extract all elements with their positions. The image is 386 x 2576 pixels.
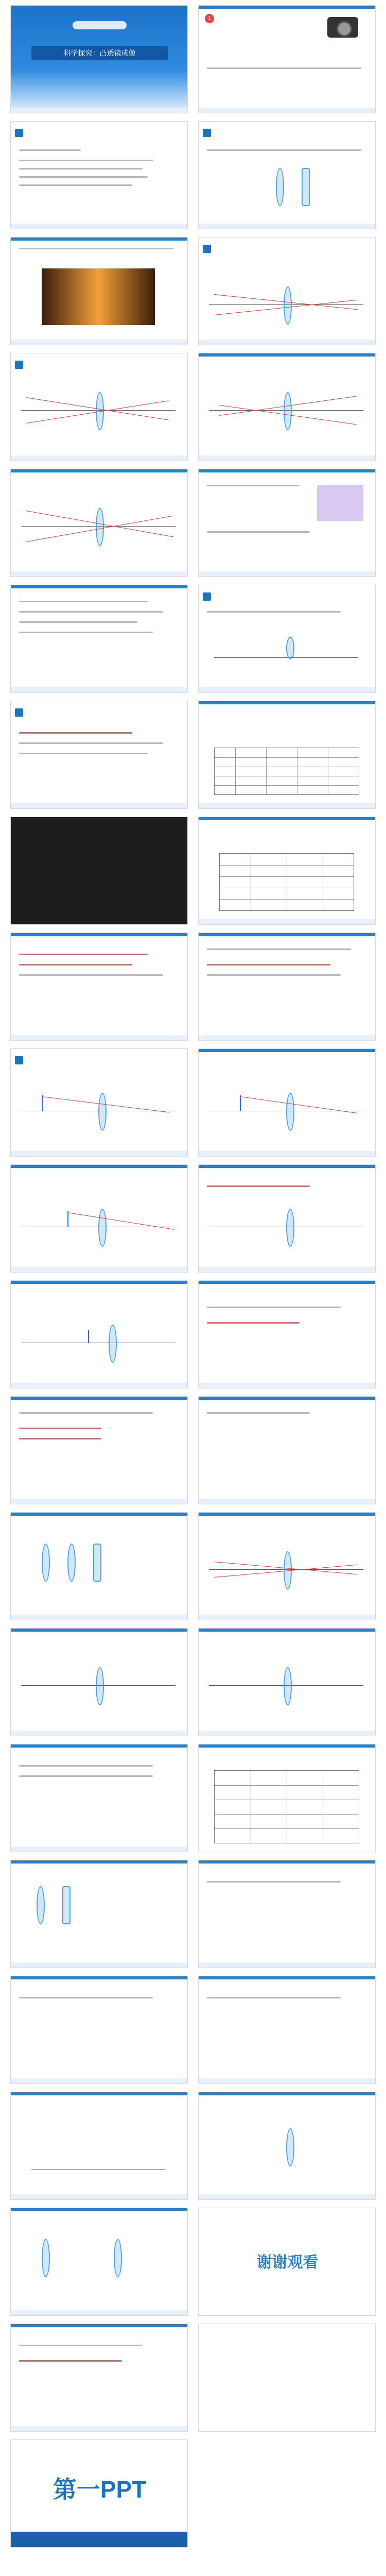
slide-footer [199, 1383, 375, 1388]
section-chip [15, 1056, 23, 1064]
text-line [19, 184, 132, 186]
slide-cover [10, 5, 188, 113]
slide-topbar [199, 1976, 375, 1979]
slide-exercise-2 [198, 1860, 376, 1968]
slide-topbar [199, 1629, 375, 1632]
slide-focus-diagram [198, 237, 376, 345]
slide-convex-rays [10, 469, 188, 577]
section-chip [203, 129, 211, 137]
text-line [19, 149, 81, 151]
text-line [207, 531, 310, 533]
text-line [19, 601, 148, 602]
slide-footer [11, 1151, 187, 1156]
slide-lens-rays-2 [198, 1512, 376, 1620]
slide-topbar [199, 1744, 375, 1748]
object-arrow [42, 1095, 43, 1111]
slide-virtual-image [10, 1280, 188, 1388]
concave-lens-icon [93, 1544, 101, 1582]
section-chip [15, 361, 23, 369]
slide-logo [10, 2439, 188, 2548]
slide-exercise-3 [10, 1976, 188, 2084]
slide-topbar [199, 1513, 375, 1516]
imaging-rules-table [214, 1770, 359, 1843]
slide-topbar [11, 238, 187, 241]
slide-data-table [198, 701, 376, 809]
slide-footer [199, 687, 375, 692]
convex-lens-icon [42, 2239, 50, 2277]
cover-title: 科学探究：凸透镜成像 [31, 46, 168, 60]
optical-bench [214, 657, 358, 658]
slide-topbar [11, 1165, 187, 1168]
slide-topbar [11, 1860, 187, 1863]
slide-footer [199, 340, 375, 345]
highlight-line [19, 1428, 101, 1429]
highlight-line [207, 1322, 300, 1324]
convex-lens-icon [42, 1544, 50, 1582]
highlight-line [19, 732, 132, 734]
slide-footer [199, 2078, 375, 2083]
slide-exercise-7 [10, 2208, 188, 2316]
slide-footer [199, 1035, 375, 1040]
slide-table-results [198, 817, 376, 925]
slide-imaging-summary [10, 1744, 188, 1852]
slide-lens-types [198, 121, 376, 229]
slide-topbar [11, 1629, 187, 1632]
slide-footer [199, 108, 375, 113]
slide-imaging-table [198, 1744, 376, 1852]
experiment-photo [42, 268, 155, 325]
highlight-line [207, 964, 330, 965]
illustration-image [317, 485, 363, 521]
slide-footer [11, 1731, 187, 1736]
results-table [219, 853, 354, 911]
text-line [19, 160, 153, 161]
convex-lens-icon [276, 168, 284, 206]
slide-topbar [11, 933, 187, 936]
slide-topbar [11, 1281, 187, 1284]
convex-lens-icon [37, 1886, 45, 1924]
slide-thanks [198, 2208, 376, 2316]
section-chip [15, 708, 23, 717]
text-line [19, 1775, 153, 1777]
convex-lens-icon [286, 637, 294, 659]
slide-topbar [199, 1397, 375, 1400]
slide-topbar [199, 933, 375, 936]
slide-footer [11, 340, 187, 345]
slide-topbar [199, 353, 375, 357]
text-line [207, 149, 361, 151]
slide-exercise-5 [10, 2092, 188, 2200]
data-table [214, 748, 359, 795]
convex-lens-icon [96, 1667, 104, 1705]
slide-footer [199, 1615, 375, 1620]
slide-footer [11, 1035, 187, 1040]
slide-footer [199, 919, 375, 924]
slide-footer [199, 1499, 375, 1504]
slide-exercise-1 [10, 1860, 188, 1968]
convex-lens-icon [286, 1209, 294, 1247]
text-line [19, 632, 153, 633]
slide-topbar [11, 1513, 187, 1516]
slide-topbar [199, 6, 375, 9]
slide-lens-summary [10, 585, 188, 693]
slide-summary-2 [10, 1396, 188, 1504]
slide-conclusion [198, 933, 376, 1041]
section-chip [203, 592, 211, 601]
text-line [19, 1412, 153, 1414]
slide-footer [11, 1499, 187, 1504]
convex-lens-icon [67, 1544, 76, 1582]
camera-icon [327, 17, 358, 38]
text-line [207, 1307, 341, 1308]
section-chip [15, 129, 23, 137]
concave-lens-icon [302, 168, 310, 206]
slide-topbar [199, 2092, 375, 2095]
text-line [19, 621, 137, 623]
slide-topbar [199, 701, 375, 704]
slide-footer [199, 571, 375, 577]
slide-imaging-case-2 [198, 1048, 376, 1157]
slide-ray-diagram [198, 353, 376, 461]
slide-ray-review-2 [198, 1628, 376, 1736]
slide-footer [11, 571, 187, 577]
slide-analysis [10, 933, 188, 1041]
convex-lens-icon [286, 1093, 294, 1131]
slide-imaging-intro [198, 469, 376, 577]
slide-guess [10, 701, 188, 809]
slide-topbar [199, 1281, 375, 1284]
text-line [207, 67, 361, 69]
text-line [19, 1997, 153, 1998]
slide-footer [11, 1846, 187, 1852]
section-chip [203, 245, 211, 253]
slide-topbar [11, 1976, 187, 1979]
text-line [207, 974, 341, 976]
text-line [207, 948, 351, 950]
convex-lens-icon [114, 2239, 122, 2277]
convex-lens-icon [284, 286, 292, 325]
highlight-line [19, 2360, 122, 2362]
slide-topbar [11, 2092, 187, 2095]
slide-light-path [10, 353, 188, 461]
text-line [207, 485, 300, 486]
slide-topbar [11, 1744, 187, 1748]
text-line [19, 1765, 153, 1767]
convex-lens-icon [98, 1209, 107, 1247]
slide-imaging-case-1 [10, 1048, 188, 1157]
slide-topbar [199, 817, 375, 820]
slide-footer [11, 2078, 187, 2083]
slide-footer [11, 1615, 187, 1620]
slide-topbar [11, 2208, 187, 2211]
slide-learning-goals [10, 121, 188, 229]
text-line [207, 1412, 310, 1414]
text-line [207, 1997, 341, 1998]
slide-footer [199, 1151, 375, 1156]
text-line [207, 1881, 341, 1883]
slide-camera-intro [198, 5, 376, 113]
slide-exercise-4 [198, 1976, 376, 2084]
slide-lens-shapes [10, 1512, 188, 1620]
slide-footer [11, 687, 187, 692]
slide-footer [199, 803, 375, 808]
slide-footer [11, 1962, 187, 1968]
convex-lens-icon [284, 392, 292, 430]
slide-footer [11, 2194, 187, 2199]
slide-topbar [11, 585, 187, 588]
highlight-line [19, 964, 132, 965]
concave-lens-icon [62, 1886, 71, 1924]
text-line [207, 611, 341, 613]
convex-lens-icon [286, 2128, 294, 2166]
slide-footer [11, 224, 187, 229]
slide-topbar [199, 469, 375, 472]
slide-topbar [199, 1165, 375, 1168]
slide-topbar [11, 469, 187, 472]
slide-exercise-6 [198, 2092, 376, 2200]
text-line [19, 2345, 143, 2346]
object-arrow [240, 1095, 241, 1111]
brand-bar [11, 2532, 187, 2547]
slide-topbar [199, 1049, 375, 1052]
slide-dark-photo [10, 817, 188, 925]
convex-lens-icon [96, 508, 104, 546]
convex-lens-icon [98, 1093, 107, 1131]
slide-footer [11, 1383, 187, 1388]
slide-question [198, 1280, 376, 1388]
slide-footer [199, 1267, 375, 1272]
text-line [19, 974, 163, 976]
text-line [19, 248, 173, 249]
text-line [19, 611, 163, 613]
slide-footer [199, 455, 375, 461]
slide-footer [11, 803, 187, 808]
experiment-photo [11, 817, 187, 924]
text-line [19, 168, 143, 170]
slide-exercise-8 [10, 2324, 188, 2432]
brand-logo: 第一PPT [52, 2476, 147, 2503]
highlight-line [207, 1185, 310, 1187]
slide-topbar [11, 2324, 187, 2327]
slide-footer [199, 224, 375, 229]
slide-topbar [199, 1860, 375, 1863]
slide-imaging-case-4 [198, 1164, 376, 1273]
thanks-text: 谢谢观看 [256, 2253, 319, 2272]
slide-footer [199, 1962, 375, 1968]
step-number-badge: 1 [205, 14, 214, 23]
object-arrow [88, 1330, 89, 1343]
slide-footer [199, 1731, 375, 1736]
slide-footer [199, 2194, 375, 2199]
convex-lens-icon [284, 1667, 292, 1705]
convex-lens-icon [109, 1325, 117, 1363]
slide-experiment-setup [198, 585, 376, 693]
highlight-line [19, 954, 148, 955]
cover-badge [73, 21, 127, 29]
slide-footer [11, 2426, 187, 2431]
slide-footer [11, 2310, 187, 2315]
slide-footer [11, 108, 187, 113]
slide-topbar [11, 1397, 187, 1400]
object-arrow [67, 1211, 68, 1227]
slide-blank [198, 2324, 376, 2432]
slide-footer [11, 1267, 187, 1272]
slide-imaging-case-3 [10, 1164, 188, 1273]
text-line [19, 753, 148, 754]
slide-summary-3 [198, 1396, 376, 1504]
slide-experiment-photo [10, 237, 188, 345]
text-line [19, 176, 148, 178]
text-line [19, 742, 163, 744]
slide-footer [11, 455, 187, 461]
highlight-line [19, 1438, 101, 1439]
slide-ray-review [10, 1628, 188, 1736]
